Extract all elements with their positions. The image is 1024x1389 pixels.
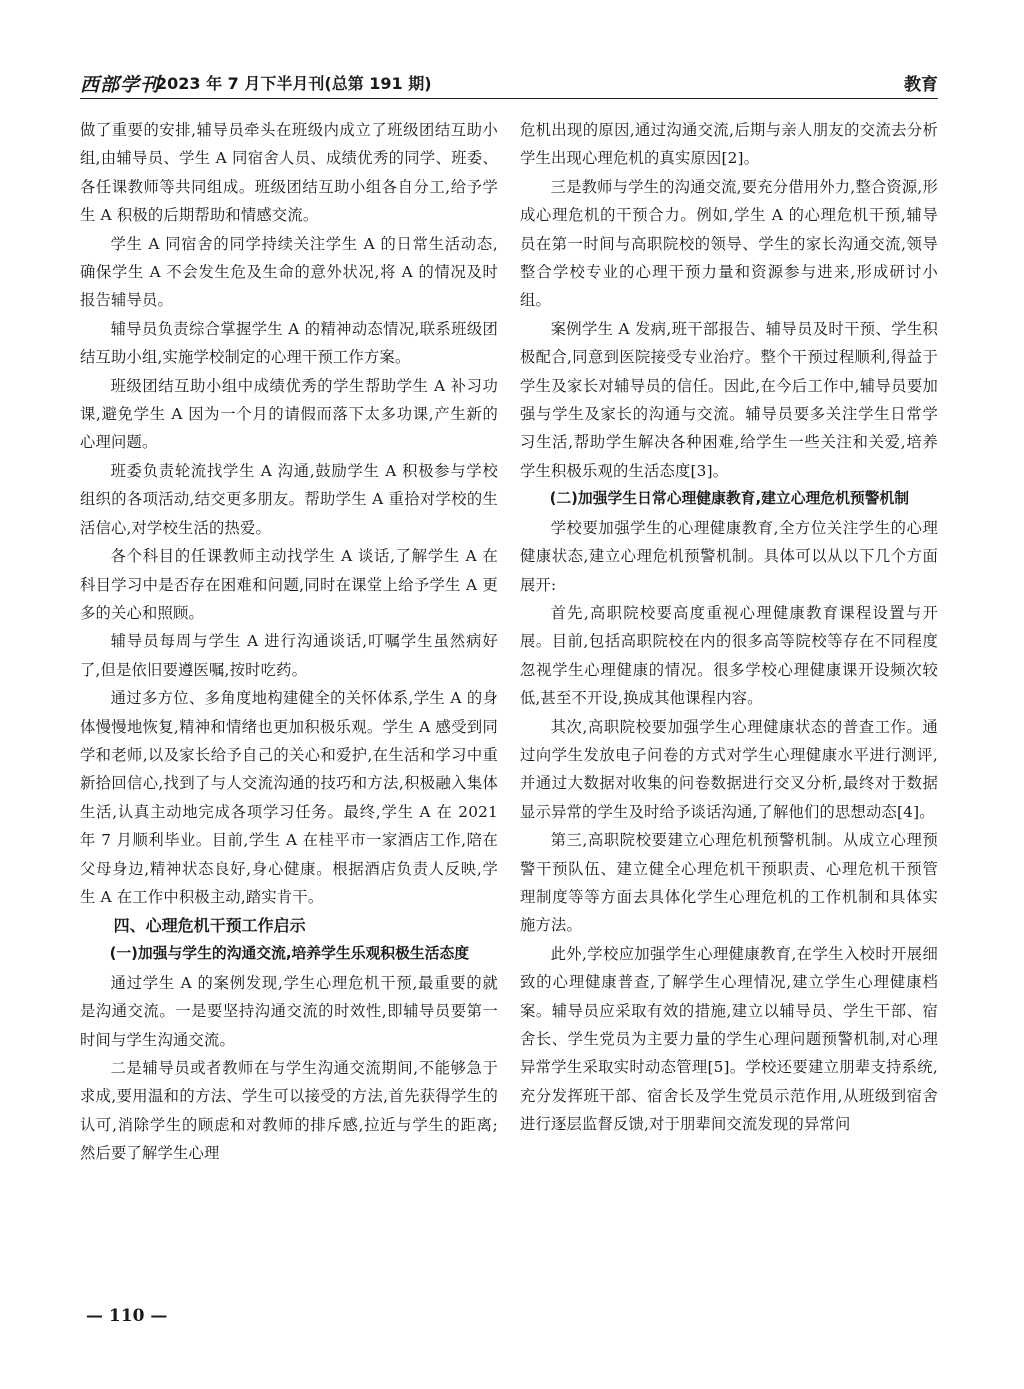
paragraph: 做了重要的安排,辅导员牵头在班级内成立了班级团结互助小组,由辅导员、学生 A 同宿舍人员、成绩优秀的同学、班委、各任课教师等共同组成。班级团结互助小组各自分工,给予学生 A 积极的后期帮助和情感交流。 xyxy=(80,121,498,225)
paragraph: 通过学生 A 的案例发现,学生心理危机干预,最重要的就是沟通交流。一是要坚持沟通交流的时效性,即辅导员要第一时间与学生沟通交流。 xyxy=(80,973,498,1049)
subsection-heading: (二)加强学生日常心理健康教育,建立心理危机预警机制 xyxy=(549,490,910,508)
paragraph: 此外,学校应加强学生心理健康教育,在学生入校时开展细致的心理健康普查,了解学生心理情况,建立学生心理健康档案。辅导员应采取有效的措施,建立以辅导员、学生干部、宿舍长、学生党员为主要力量的学生心理问题预警机制,对心理异常学生采取实时动态管理[5]。学校还要建立朋辈支持系统,充分发挥班干部、宿舍长及学生党员示范作用,从班级到宿舍进行逐层监督反馈,对于朋辈间交流发现的异常问 xyxy=(520,944,938,1134)
paragraph: 辅导员每周与学生 A 进行沟通谈话,叮嘱学生虽然病好了,但是依旧要遵医嘱,按时吃药。 xyxy=(80,632,498,679)
page-number: — 110 — xyxy=(86,1306,168,1326)
paragraph: 各个科目的任课教师主动找学生 A 谈话,了解学生 A 在科目学习中是否存在困难和问题,同时在课堂上给予学生 A 更多的关心和照顾。 xyxy=(80,547,498,622)
issue-info: 2023 年 7 月下半月刊(总第 191 期) xyxy=(156,74,432,93)
right-column xyxy=(520,116,938,1139)
paragraph: 三是教师与学生的沟通交流,要充分借用外力,整合资源,形成心理危机的干预合力。例如,学生 A 的心理危机干预,辅导员在第一时间与高职院校的领导、学生的家长沟通交流,领导整合学校专业的心理干预力量和资源参与进来,形成研讨小组。 xyxy=(520,177,938,310)
paragraph: 辅导员负责综合掌握学生 A 的精神动态情况,联系班级团结互助小组,实施学校制定的心理干预工作方案。 xyxy=(80,319,498,367)
paragraph: 班委负责轮流找学生 A 沟通,鼓励学生 A 积极参与学校组织的各项活动,结交更多朋友。帮助学生 A 重拾对学校的生活信心,对学校生活的热爱。 xyxy=(80,461,498,537)
section-heading: 四、心理危机干预工作启示 xyxy=(113,916,306,936)
paragraph: 首先,高职院校要高度重视心理健康教育课程设置与开展。目前,包括高职院校在内的很多高等院校等存在不同程度忽视学生心理健康的情况。很多学校心理健康课开设频次较低,甚至不开设,换成其他课程内容。 xyxy=(520,603,938,708)
paragraph: 通过多方位、多角度地构建健全的关怀体系,学生 A 的身体慢慢地恢复,精神和情绪也更加积极乐观。学生 A 感受到同学和老师,以及家长给予自己的关心和爱护,在生活和学习中重新拾回信心,找到了与人交流沟通的技巧和方法,积极融入集体生活,认真主动地完成各项学习任务。最终,学生 A 在 2021 年 7 月顺利毕业。目前,学生 A 在桂平市一家酒店工作,陪在父母身边,精神状态良好,身心健康。根据酒店负责人反映,学生 A 在工作中积极主动,踏实肯干。 xyxy=(80,689,498,906)
paragraph: 二是辅导员或者教师在与学生沟通交流期间,不能够急于求成,要用温和的方法、学生可以接受的方法,首先获得学生的认可,消除学生的顾虑和对教师的排斥感,拉近与学生的距离;然后要了解学生心理 xyxy=(80,1059,498,1163)
paragraph: 危机出现的原因,通过沟通交流,后期与亲人朋友的交流去分析学生出现心理危机的真实原因[2]。 xyxy=(520,121,938,168)
left-column xyxy=(80,116,498,1168)
running-header xyxy=(80,68,938,99)
paragraph: 案例学生 A 发病,班干部报告、辅导员及时干预、学生积极配合,同意到医院接受专业治疗。整个干预过程顺利,得益于学生及家长对辅导员的信任。因此,在今后工作中,辅导员要加强与学生及家长的沟通与交流。辅导员要多关注学生日常学习生活,帮助学生解决各种困难,给学生一些关注和关爱,培养学生积极乐观的生活态度[3]。 xyxy=(520,319,938,480)
paragraph: 班级团结互助小组中成绩优秀的学生帮助学生 A 补习功课,避免学生 A 因为一个月的请假而落下太多功课,产生新的心理问题。 xyxy=(80,376,498,452)
paragraph: 学生 A 同宿舍的同学持续关注学生 A 的日常生活动态,确保学生 A 不会发生危及生命的意外状况,将 A 的情况及时报告辅导员。 xyxy=(80,234,498,310)
section-label: 教育 xyxy=(904,75,938,95)
paragraph: 第三,高职院校要建立心理危机预警机制。从成立心理预警干预队伍、建立健全心理危机干预职责、心理危机干预管理制度等等方面去具体化学生心理危机的工作机制和具体实施方法。 xyxy=(520,831,938,935)
paragraph: 学校要加强学生的心理健康教育,全方位关注学生的心理健康状态,建立心理危机预警机制。具体可以从以下几个方面展开: xyxy=(520,518,938,594)
subsection-heading: (一)加强与学生的沟通交流,培养学生乐观积极生活态度 xyxy=(109,945,470,963)
journal-logo: 西部学刊 xyxy=(80,74,161,96)
paragraph: 其次,高职院校要加强学生心理健康状态的普查工作。通过向学生发放电子问卷的方式对学生心理健康水平进行测评,并通过大数据对收集的问卷数据进行交叉分析,最终对于数据显示异常的学生及时给予谈话沟通,了解他们的思想动态[4]。 xyxy=(520,717,938,821)
